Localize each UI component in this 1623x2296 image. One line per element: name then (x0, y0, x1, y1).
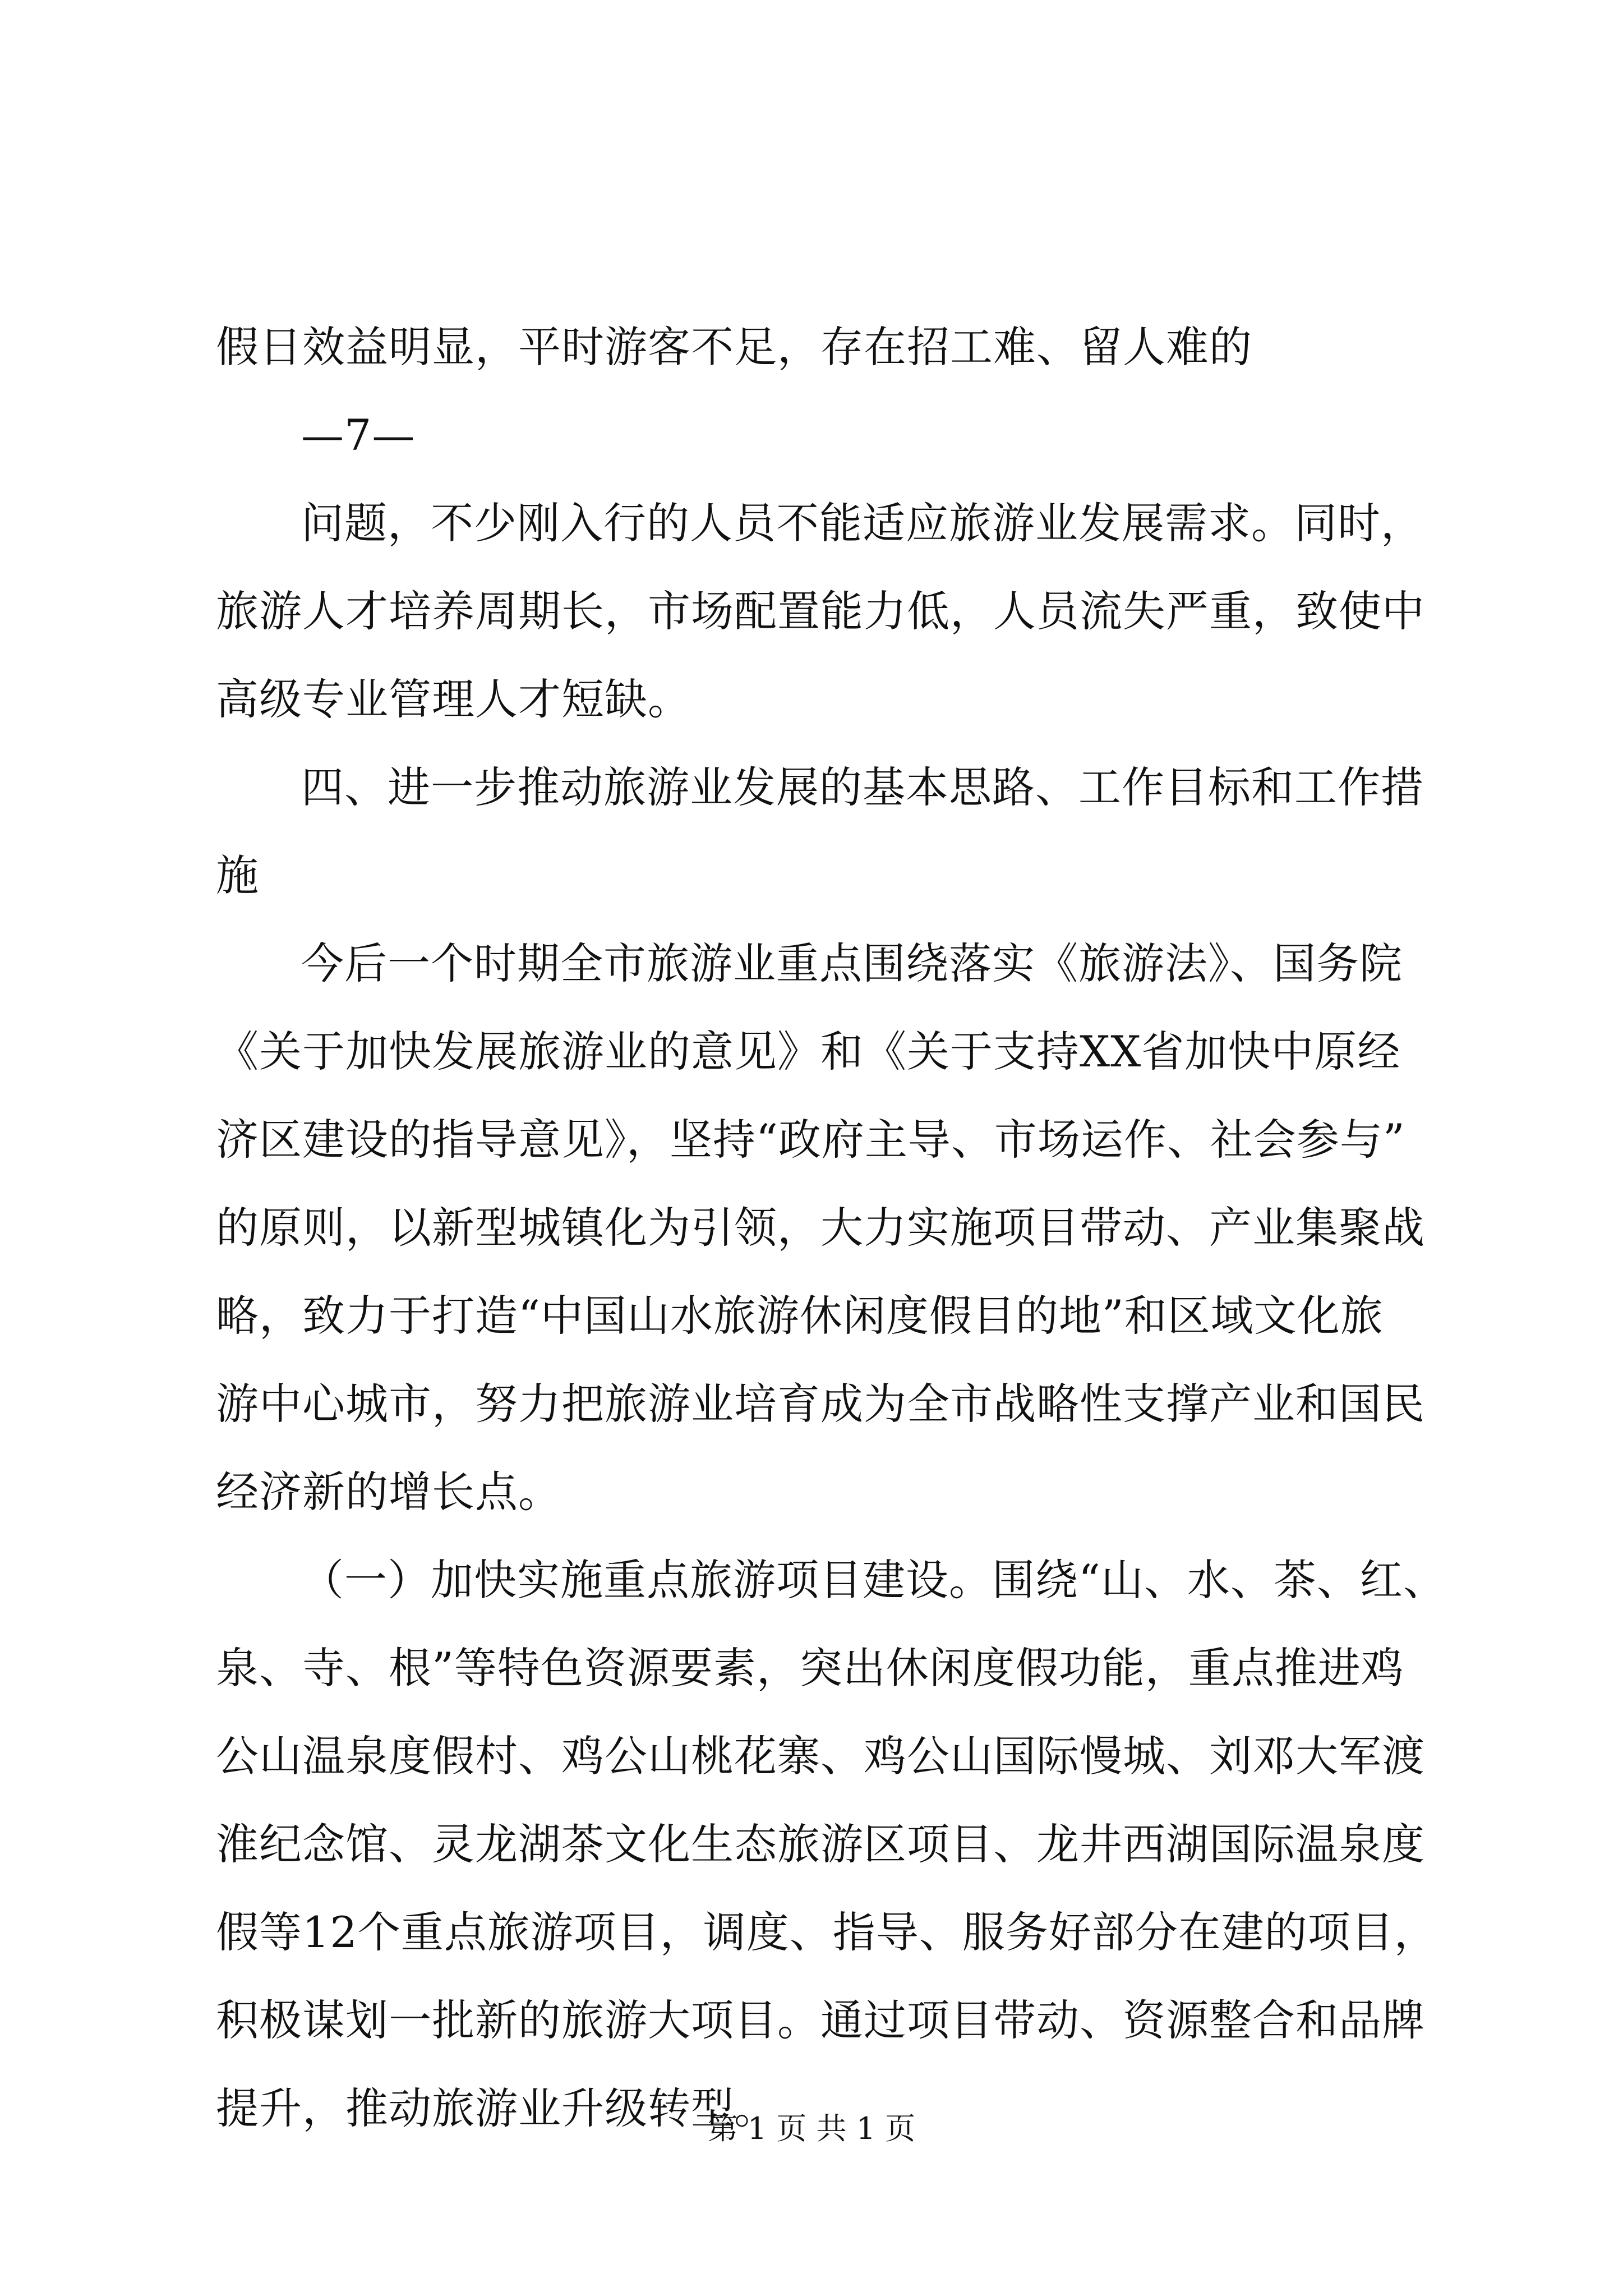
body-text (216, 303, 1446, 2152)
text-line: 今后一个时期全市旅游业重点围绕落实《旅游法》、国务院 (301, 938, 1403, 988)
page-footer: 第 1 页 共 1 页 (707, 2111, 916, 2146)
section-heading-continued: 施 (216, 850, 259, 900)
text-line: 经济新的增长点。 (216, 1467, 561, 1517)
text-line: 泉、寺、根”等特色资源要素，突出休闲度假功能，重点推进鸡 (216, 1643, 1404, 1693)
text-line: 提升，推动旅游业升级转型。 (216, 2083, 777, 2133)
page-number-marker: —7— (301, 410, 416, 460)
section-heading: 四、进一步推动旅游业发展的基本思路、工作目标和工作措 (301, 762, 1424, 812)
text-line: 积极谋划一批新的旅游大项目。通过项目带动、资源整合和品牌 (216, 1995, 1425, 2045)
text-line: 济区建设的指导意见》，坚持“政府主导、市场运作、社会参与” (216, 1115, 1405, 1165)
text-line: 公山温泉度假村、鸡公山桃花寨、鸡公山国际慢城、刘邓大军渡 (216, 1731, 1425, 1781)
text-line: 高级专业管理人才短缺。 (216, 674, 691, 724)
text-line: 游中心城市，努力把旅游业培育成为全市战略性支撑产业和国民 (216, 1379, 1425, 1429)
text-line: 略，致力于打造“中国山水旅游休闲度假目的地”和区域文化旅 (216, 1291, 1384, 1341)
text-line: 假等12个重点旅游项目，调度、指导、服务好部分在建的项目， (216, 1907, 1437, 1957)
text-line: 旅游人才培养周期长，市场配置能力低，人员流失严重，致使中 (216, 586, 1425, 636)
text-line: 《关于加快发展旅游业的意见》和《关于支持XX省加快中原经 (216, 1027, 1401, 1076)
text-line: 问题，不少刚入行的人员不能适应旅游业发展需求。同时， (301, 498, 1424, 548)
subsection-heading: （一）加快实施重点旅游项目建设。围绕“山、水、茶、红、 (301, 1555, 1446, 1605)
text-line: 的原则，以新型城镇化为引领，大力实施项目带动、产业集聚战 (216, 1203, 1425, 1253)
text-line: 淮纪念馆、灵龙湖茶文化生态旅游区项目、龙井西湖国际温泉度 (216, 1819, 1425, 1869)
text-line: 假日效益明显，平时游客不足，存在招工难、留人难的 (216, 322, 1252, 372)
